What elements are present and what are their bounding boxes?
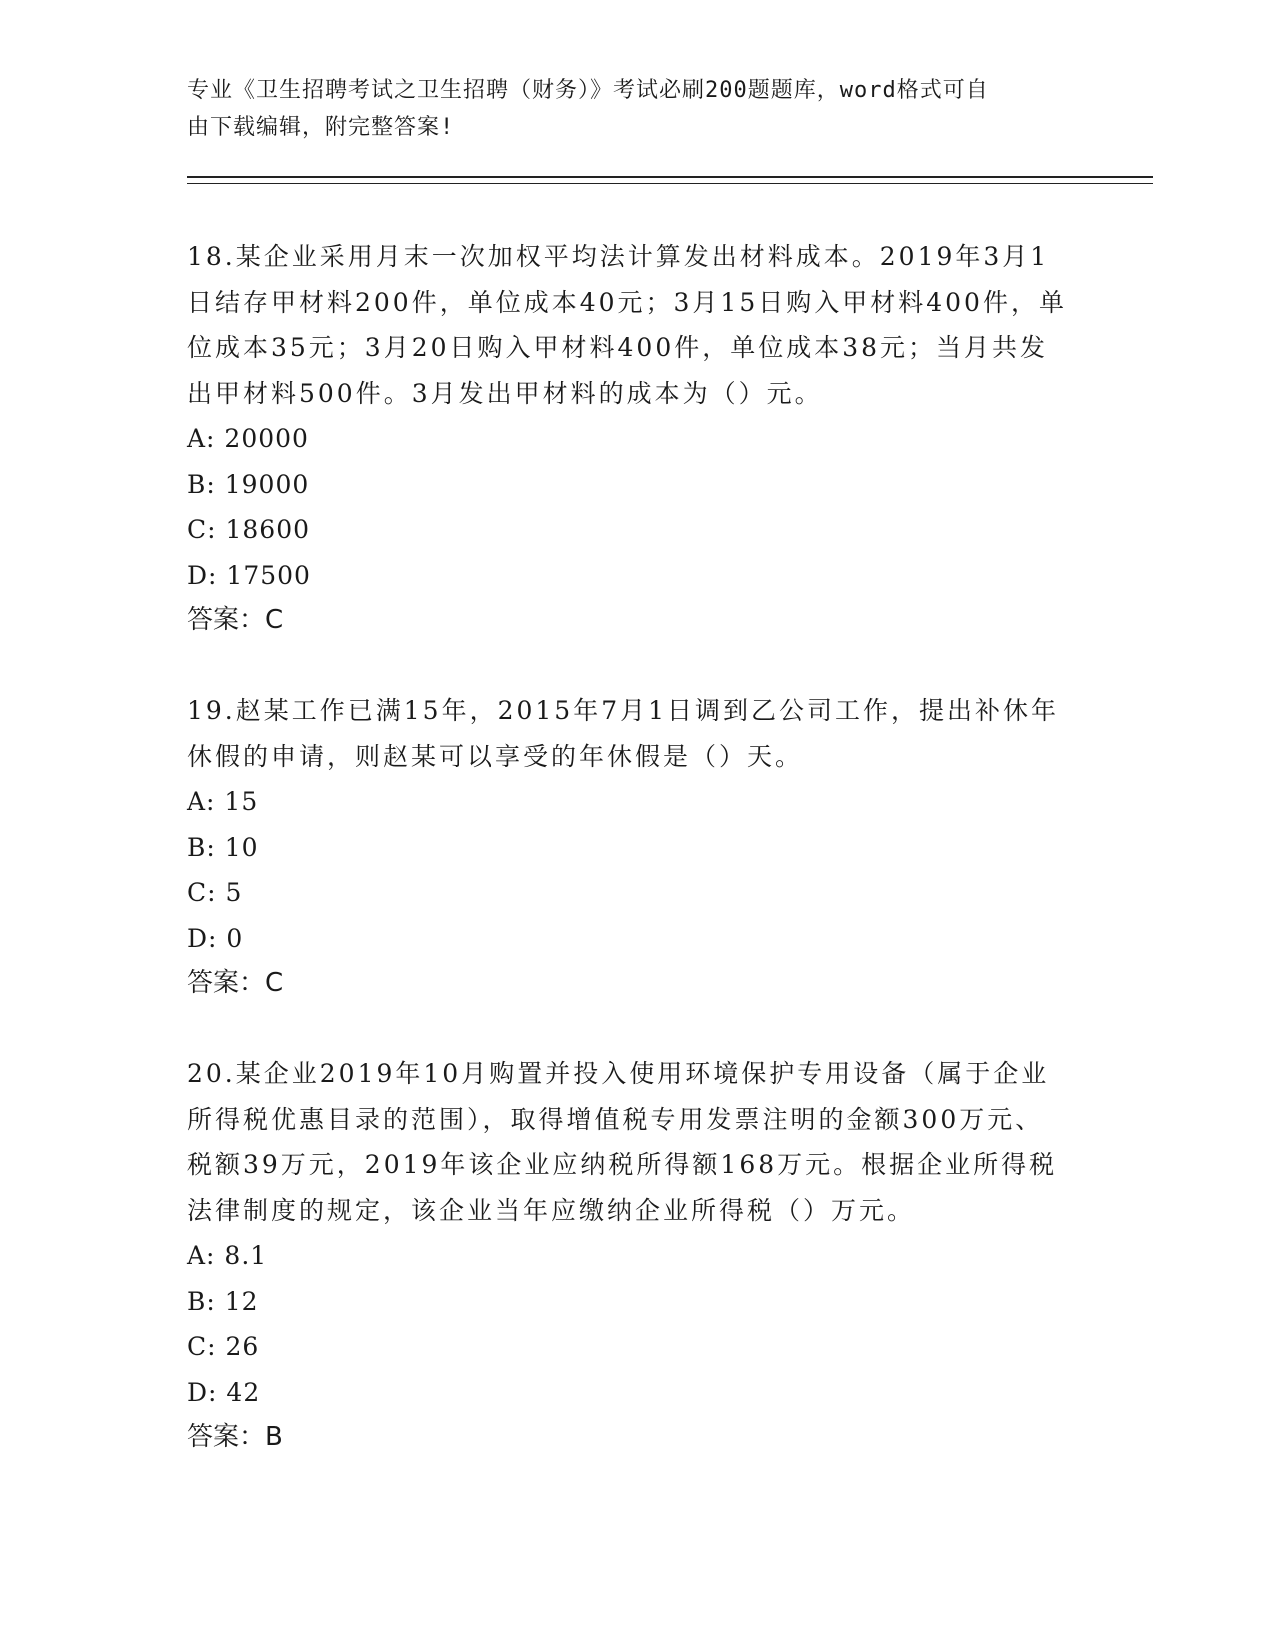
answer-label: 答案：C bbox=[187, 968, 284, 998]
question-stem: 20.某企业2019年10月购置并投入使用环境保护专用设备（属于企业所得税优惠目录的范围），取得增值税专用发票注明的金额300万元、税额39万元，2019年该企业应纳税所得额168万元。根据企业所得税法律制度的规定，该企业当年应缴纳企业所得税（）万元。 bbox=[187, 1059, 1058, 1225]
answer-label: 答案：B bbox=[187, 1422, 283, 1452]
answer-label: 答案：C bbox=[187, 605, 284, 635]
option-c: C: 5 bbox=[187, 878, 243, 907]
document-header bbox=[187, 72, 1067, 146]
option-a: A: 8.1 bbox=[187, 1241, 268, 1270]
option-d: D: 0 bbox=[187, 923, 244, 953]
option-a: A: 15 bbox=[187, 787, 259, 816]
question-stem: 18.某企业采用月末一次加权平均法计算发出材料成本。2019年3月1日结存甲材料200件，单位成本40元；3月15日购入甲材料400件，单位成本35元；3月20日购入甲材料400件，单位成本38元；当月共发出甲材料500件。3月发出甲材料的成本为（）元。 bbox=[187, 242, 1067, 408]
option-b: B: 12 bbox=[187, 1286, 259, 1316]
question-20 bbox=[187, 1051, 1067, 1461]
question-stem: 19.赵某工作已满15年，2015年7月1日调到乙公司工作，提出补休年休假的申请，则赵某可以享受的年休假是（）天。 bbox=[187, 696, 1060, 771]
header-rule-thin bbox=[187, 183, 1153, 184]
header-line-1: 专业《卫生招聘考试之卫生招聘（财务）》考试必刷200题题库，word格式可自 bbox=[187, 78, 989, 103]
question-18 bbox=[187, 234, 1067, 644]
option-b: B: 10 bbox=[187, 832, 259, 862]
option-c: C: 18600 bbox=[187, 515, 311, 544]
question-19 bbox=[187, 688, 1067, 1007]
option-d: D: 17500 bbox=[187, 560, 311, 590]
header-line-2: 由下载编辑，附完整答案! bbox=[187, 115, 455, 140]
option-c: C: 26 bbox=[187, 1332, 260, 1361]
option-b: B: 19000 bbox=[187, 469, 310, 499]
option-d: D: 42 bbox=[187, 1377, 261, 1407]
header-rule-thick bbox=[187, 176, 1153, 178]
option-a: A: 20000 bbox=[187, 424, 309, 453]
